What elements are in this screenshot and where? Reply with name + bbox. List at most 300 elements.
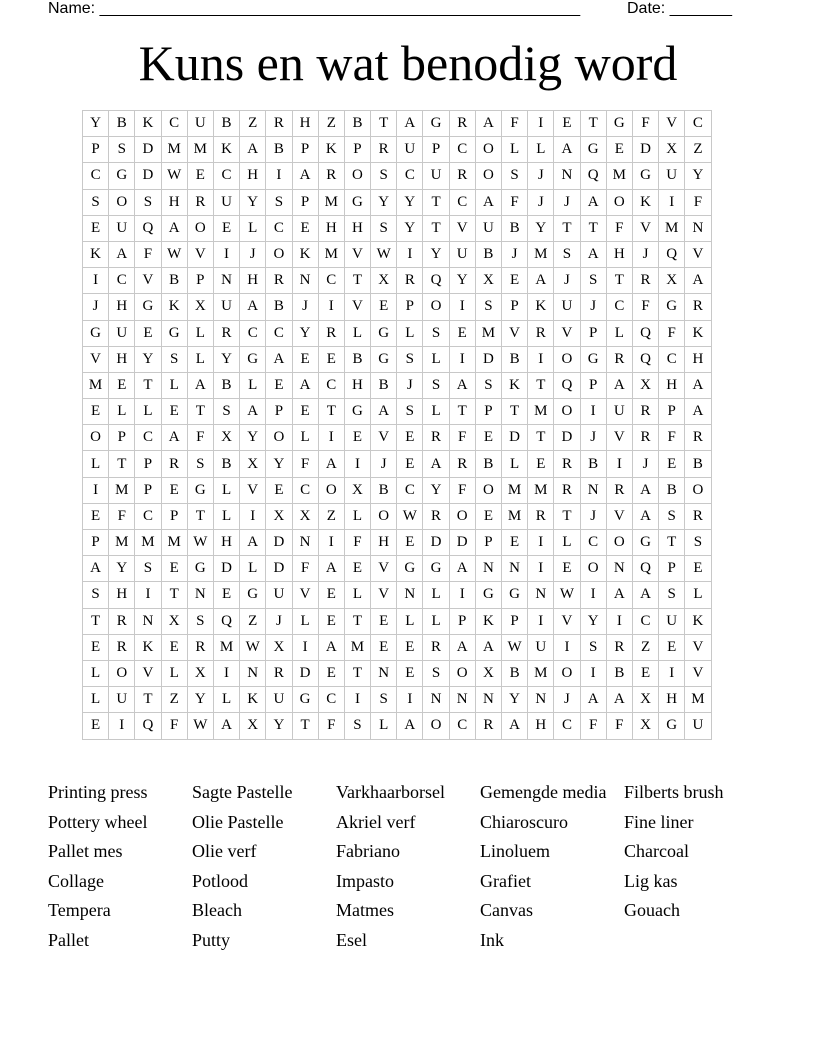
grid-cell: K [318, 137, 344, 163]
grid-cell: O [685, 477, 711, 503]
grid-cell: N [292, 268, 318, 294]
grid-cell: L [213, 687, 239, 713]
grid-cell: S [135, 189, 161, 215]
grid-cell: L [109, 399, 135, 425]
grid-cell: A [632, 477, 658, 503]
grid-cell: L [135, 399, 161, 425]
grid-row [83, 634, 712, 660]
grid-cell: I [109, 713, 135, 739]
grid-cell: I [292, 634, 318, 660]
grid-cell: W [502, 634, 528, 660]
word-list-item: Canvas [480, 900, 533, 921]
grid-cell: G [580, 346, 606, 372]
grid-cell: O [371, 503, 397, 529]
grid-cell: V [371, 425, 397, 451]
grid-cell: Y [397, 215, 423, 241]
grid-cell: R [528, 320, 554, 346]
grid-cell: P [580, 320, 606, 346]
grid-cell: A [109, 241, 135, 267]
grid-cell: K [502, 372, 528, 398]
grid-cell: V [554, 320, 580, 346]
grid-cell: E [554, 111, 580, 137]
grid-cell: T [344, 268, 370, 294]
grid-cell: G [606, 111, 632, 137]
word-list-item: Varkhaarborsel [336, 782, 445, 802]
grid-cell: Y [240, 189, 266, 215]
grid-cell: E [502, 268, 528, 294]
grid-cell: Z [685, 137, 711, 163]
grid-cell: L [554, 530, 580, 556]
grid-cell: T [187, 503, 213, 529]
grid-cell: N [187, 582, 213, 608]
grid-cell: B [213, 372, 239, 398]
grid-cell: L [292, 608, 318, 634]
grid-cell: M [109, 477, 135, 503]
grid-cell: B [371, 372, 397, 398]
grid-cell: D [554, 425, 580, 451]
grid-cell: Y [135, 346, 161, 372]
grid-cell: S [580, 634, 606, 660]
grid-cell: G [371, 346, 397, 372]
word-list-item: Esel [336, 929, 367, 950]
grid-cell: N [580, 477, 606, 503]
grid-cell: O [606, 530, 632, 556]
grid-cell: S [109, 137, 135, 163]
grid-cell: G [659, 294, 685, 320]
grid-cell: G [632, 530, 658, 556]
grid-cell: W [554, 582, 580, 608]
grid-cell: P [475, 399, 501, 425]
grid-cell: C [449, 137, 475, 163]
grid-cell: I [135, 582, 161, 608]
grid-cell: B [502, 346, 528, 372]
grid-cell: C [318, 372, 344, 398]
grid-cell: O [109, 189, 135, 215]
grid-cell: M [528, 660, 554, 686]
word-column [480, 780, 624, 958]
grid-cell: S [580, 268, 606, 294]
grid-cell: B [161, 268, 187, 294]
grid-cell: C [554, 713, 580, 739]
word-list [48, 780, 788, 958]
grid-cell: S [161, 346, 187, 372]
grid-cell: U [423, 163, 449, 189]
grid-cell: A [475, 189, 501, 215]
grid-cell: I [397, 241, 423, 267]
grid-cell: G [423, 556, 449, 582]
grid-cell: H [109, 582, 135, 608]
grid-row [83, 189, 712, 215]
word-list-item: Linoluem [480, 841, 550, 862]
word-list-item: Matmes [336, 900, 394, 921]
grid-cell: A [266, 346, 292, 372]
grid-cell: S [371, 215, 397, 241]
grid-cell: L [502, 451, 528, 477]
grid-cell: J [632, 241, 658, 267]
grid-cell: R [213, 320, 239, 346]
grid-cell: X [292, 503, 318, 529]
grid-cell: T [423, 189, 449, 215]
grid-cell: K [685, 320, 711, 346]
grid-cell: T [135, 687, 161, 713]
grid-cell: X [344, 477, 370, 503]
grid-cell: V [606, 425, 632, 451]
grid-cell: O [449, 503, 475, 529]
grid-cell: X [187, 294, 213, 320]
grid-cell: L [606, 320, 632, 346]
grid-cell: L [344, 503, 370, 529]
grid-cell: W [240, 634, 266, 660]
grid-cell: E [83, 503, 109, 529]
grid-cell: R [685, 503, 711, 529]
grid-cell: I [449, 294, 475, 320]
grid-cell: K [135, 634, 161, 660]
grid-cell: G [397, 556, 423, 582]
grid-cell: N [371, 660, 397, 686]
grid-cell: K [83, 241, 109, 267]
grid-cell: A [240, 530, 266, 556]
grid-cell: H [659, 372, 685, 398]
grid-cell: C [397, 477, 423, 503]
grid-cell: A [240, 137, 266, 163]
grid-cell: Z [161, 687, 187, 713]
word-list-item: Tempera [48, 900, 111, 921]
word-list-item: Filberts brush [624, 782, 724, 802]
grid-cell: P [659, 399, 685, 425]
grid-cell: X [161, 608, 187, 634]
grid-cell: M [83, 372, 109, 398]
grid-cell: C [397, 163, 423, 189]
grid-cell: O [187, 215, 213, 241]
grid-cell: I [344, 687, 370, 713]
grid-cell: D [475, 346, 501, 372]
word-list-item: Olie verf [192, 841, 257, 862]
grid-cell: M [109, 530, 135, 556]
grid-cell: H [292, 111, 318, 137]
grid-cell: M [606, 163, 632, 189]
grid-cell: G [292, 687, 318, 713]
grid-cell: M [528, 477, 554, 503]
grid-cell: E [344, 556, 370, 582]
grid-cell: B [475, 241, 501, 267]
grid-cell: F [135, 241, 161, 267]
grid-cell: A [83, 556, 109, 582]
grid-cell: S [371, 687, 397, 713]
grid-cell: E [554, 556, 580, 582]
grid-cell: B [606, 660, 632, 686]
grid-cell: R [318, 320, 344, 346]
grid-cell: R [423, 425, 449, 451]
grid-cell: N [449, 687, 475, 713]
grid-cell: S [266, 189, 292, 215]
grid-cell: A [240, 294, 266, 320]
grid-cell: N [685, 215, 711, 241]
grid-cell: X [213, 425, 239, 451]
grid-cell: I [344, 451, 370, 477]
grid-cell: A [397, 111, 423, 137]
grid-cell: P [187, 268, 213, 294]
grid-cell: K [528, 294, 554, 320]
word-column [48, 780, 192, 958]
grid-cell: R [423, 634, 449, 660]
grid-cell: U [266, 687, 292, 713]
grid-row [83, 713, 712, 739]
grid-cell: W [397, 503, 423, 529]
grid-cell: L [344, 582, 370, 608]
grid-cell: L [213, 477, 239, 503]
grid-cell: B [659, 477, 685, 503]
grid-cell: P [292, 189, 318, 215]
grid-cell: I [528, 608, 554, 634]
grid-cell: N [213, 268, 239, 294]
grid-cell: V [371, 556, 397, 582]
grid-cell: V [83, 346, 109, 372]
grid-cell: Z [240, 608, 266, 634]
word-list-item: Akriel verf [336, 811, 416, 832]
grid-cell: Q [135, 215, 161, 241]
grid-cell: D [449, 530, 475, 556]
grid-cell: Y [423, 241, 449, 267]
grid-row [83, 268, 712, 294]
grid-row [83, 687, 712, 713]
grid-cell: B [213, 111, 239, 137]
grid-cell: E [371, 634, 397, 660]
grid-cell: T [659, 530, 685, 556]
grid-cell: B [502, 215, 528, 241]
grid-cell: J [554, 687, 580, 713]
grid-cell: W [187, 530, 213, 556]
grid-cell: P [475, 530, 501, 556]
grid-cell: Q [632, 320, 658, 346]
grid-cell: E [318, 582, 344, 608]
grid-cell: N [502, 556, 528, 582]
grid-cell: S [423, 660, 449, 686]
word-list-item: Grafiet [480, 870, 531, 891]
grid-cell: A [475, 634, 501, 660]
grid-cell: O [580, 556, 606, 582]
grid-cell: R [266, 660, 292, 686]
grid-cell: L [423, 608, 449, 634]
word-list-item: Pallet [48, 929, 89, 950]
grid-cell: V [135, 268, 161, 294]
grid-cell: G [161, 320, 187, 346]
grid-cell: K [161, 294, 187, 320]
grid-cell: S [397, 399, 423, 425]
grid-cell: B [502, 660, 528, 686]
grid-cell: X [240, 713, 266, 739]
grid-cell: E [449, 320, 475, 346]
grid-cell: H [213, 530, 239, 556]
grid-cell: E [213, 215, 239, 241]
grid-cell: I [83, 477, 109, 503]
grid-cell: S [502, 163, 528, 189]
grid-cell: G [240, 582, 266, 608]
grid-cell: E [292, 215, 318, 241]
grid-cell: T [502, 399, 528, 425]
grid-cell: M [685, 687, 711, 713]
grid-cell: M [187, 137, 213, 163]
grid-cell: J [580, 294, 606, 320]
grid-cell: A [685, 268, 711, 294]
word-list-item: Potlood [192, 870, 249, 891]
grid-cell: P [580, 372, 606, 398]
grid-cell: O [83, 425, 109, 451]
word-list-item: Fine liner [624, 811, 694, 832]
grid-cell: F [449, 425, 475, 451]
grid-cell: O [606, 189, 632, 215]
grid-cell: O [554, 660, 580, 686]
word-list-item: Printing press [48, 782, 148, 802]
grid-cell: R [685, 425, 711, 451]
grid-cell: B [109, 111, 135, 137]
grid-cell: S [423, 372, 449, 398]
grid-cell: A [502, 713, 528, 739]
word-column [192, 780, 336, 958]
grid-cell: T [580, 111, 606, 137]
grid-cell: B [213, 451, 239, 477]
grid-cell: X [371, 268, 397, 294]
grid-cell: L [344, 320, 370, 346]
grid-cell: E [659, 634, 685, 660]
grid-cell: I [528, 556, 554, 582]
grid-cell: K [135, 111, 161, 137]
grid-cell: T [161, 582, 187, 608]
grid-cell: F [318, 713, 344, 739]
grid-cell: O [423, 294, 449, 320]
grid-cell: U [659, 163, 685, 189]
grid-cell: B [266, 137, 292, 163]
grid-cell: Y [109, 556, 135, 582]
word-list-item: Fabriano [336, 841, 400, 862]
grid-cell: T [528, 425, 554, 451]
grid-cell: U [397, 137, 423, 163]
grid-cell: J [502, 241, 528, 267]
grid-cell: V [554, 608, 580, 634]
grid-cell: B [580, 451, 606, 477]
grid-cell: A [606, 582, 632, 608]
grid-cell: O [554, 399, 580, 425]
grid-cell: V [685, 241, 711, 267]
grid-cell: W [371, 241, 397, 267]
grid-cell: U [449, 241, 475, 267]
grid-cell: S [135, 556, 161, 582]
grid-cell: V [449, 215, 475, 241]
grid-cell: S [213, 399, 239, 425]
grid-cell: I [318, 294, 344, 320]
grid-cell: E [371, 608, 397, 634]
grid-cell: X [659, 137, 685, 163]
grid-cell: Q [580, 163, 606, 189]
grid-cell: R [397, 268, 423, 294]
word-list-item: Pottery wheel [48, 811, 148, 832]
grid-cell: H [606, 241, 632, 267]
grid-cell: Z [318, 503, 344, 529]
name-field-label: Name: ______________________________________________________ [48, 0, 581, 17]
grid-cell: U [109, 320, 135, 346]
grid-cell: R [318, 163, 344, 189]
grid-cell: G [423, 111, 449, 137]
grid-cell: Q [554, 372, 580, 398]
word-column [624, 780, 768, 958]
grid-cell: I [318, 530, 344, 556]
grid-cell: X [266, 503, 292, 529]
grid-cell: G [83, 320, 109, 346]
grid-cell: A [632, 582, 658, 608]
grid-cell: C [135, 425, 161, 451]
grid-cell: L [685, 582, 711, 608]
grid-cell: I [606, 608, 632, 634]
page-title: Kuns en wat benodig word [138, 35, 678, 91]
grid-cell: T [292, 713, 318, 739]
grid-cell: D [502, 425, 528, 451]
grid-cell: O [109, 660, 135, 686]
grid-row [83, 608, 712, 634]
grid-cell: J [632, 451, 658, 477]
grid-cell: J [371, 451, 397, 477]
grid-cell: G [135, 294, 161, 320]
grid-cell: R [187, 189, 213, 215]
grid-row [83, 582, 712, 608]
grid-cell: R [266, 111, 292, 137]
grid-cell: E [606, 137, 632, 163]
grid-cell: Y [266, 451, 292, 477]
grid-cell: I [659, 660, 685, 686]
grid-cell: X [240, 451, 266, 477]
grid-cell: V [606, 503, 632, 529]
grid-cell: L [240, 556, 266, 582]
grid-cell: O [344, 163, 370, 189]
grid-cell: M [344, 634, 370, 660]
grid-cell: D [135, 137, 161, 163]
grid-cell: G [187, 477, 213, 503]
grid-cell: I [240, 503, 266, 529]
grid-cell: G [502, 582, 528, 608]
grid-cell: E [344, 425, 370, 451]
grid-cell: A [213, 713, 239, 739]
grid-cell: I [528, 530, 554, 556]
grid-cell: Y [397, 189, 423, 215]
grid-cell: D [266, 530, 292, 556]
grid-cell: V [659, 111, 685, 137]
grid-cell: E [266, 477, 292, 503]
grid-cell: R [632, 399, 658, 425]
grid-cell: I [580, 582, 606, 608]
grid-cell: E [318, 608, 344, 634]
grid-cell: M [161, 530, 187, 556]
grid-cell: Z [240, 111, 266, 137]
grid-cell: F [344, 530, 370, 556]
word-list-item: Pallet mes [48, 841, 123, 862]
grid-row [83, 425, 712, 451]
grid-cell: S [475, 372, 501, 398]
grid-cell: V [135, 660, 161, 686]
grid-cell: L [502, 137, 528, 163]
grid-cell: A [292, 372, 318, 398]
word-list-item: Putty [192, 929, 231, 950]
grid-cell: A [632, 503, 658, 529]
grid-cell: I [318, 425, 344, 451]
grid-cell: I [83, 268, 109, 294]
grid-cell: J [292, 294, 318, 320]
grid-cell: I [528, 346, 554, 372]
grid-cell: U [554, 294, 580, 320]
grid-cell: J [528, 189, 554, 215]
grid-cell: T [344, 608, 370, 634]
grid-cell: Y [187, 687, 213, 713]
grid-cell: D [632, 137, 658, 163]
grid-cell: R [449, 451, 475, 477]
grid-cell: C [632, 608, 658, 634]
